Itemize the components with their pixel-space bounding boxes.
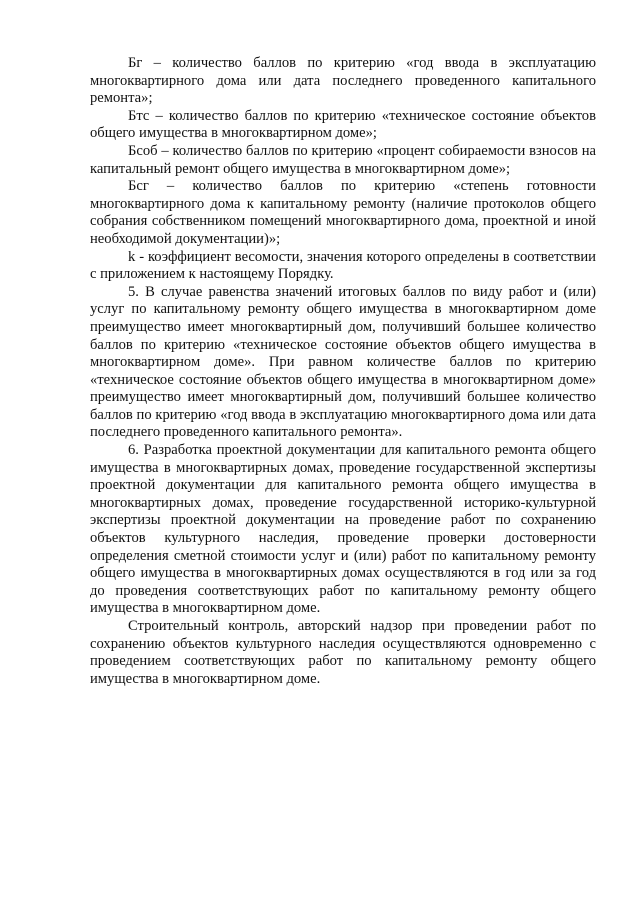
paragraph-item-6: 6. Разработка проектной документации для капитального ремонта общего имущества в многоквартирных домах, проведение государственной экспертизы проектной документации для капитального ремонта общего имущества в многоквартирных домах, проведение государственной историко-культурной экспертизы проектной документации на проведение работ по сохранению объектов культурного наследия, проведение проверки достоверности определения сметной стоимости услуг и (или) работ по капитальному ремонту общего имущества в многоквартирных домах осуществляются в год или за год до проведения соответствующих работ по капитальному ремонту общего имущества в многоквартирном доме. (90, 442, 596, 617)
paragraph-item-5: 5. В случае равенства значений итоговых баллов по виду работ и (или) услуг по капитальному ремонту общего имущества в многоквартирном доме преимущество имеет многоквартирный дом, получивший большее количество баллов по критерию «техническое состояние объектов общего имущества в многоквартирном доме». При равном количестве баллов по критерию «техническое состояние объектов общего имущества в многоквартирном доме» преимущество имеет многоквартирный дом, получивший большее количество баллов по критерию «год ввода в эксплуатацию многоквартирного дома или дата последнего проведенного капитального ремонта». (90, 283, 596, 441)
paragraph-bsob-definition: Бсоб – количество баллов по критерию «процент собираемости взносов на капитальный ремонт общего имущества в многоквартирном доме»; (90, 142, 596, 177)
paragraph-k-definition: k - коэффициент весомости, значения которого определены в соответствии с приложением к настоящему Порядку. (90, 248, 596, 283)
paragraph-construction-control: Строительный контроль, авторский надзор при проведении работ по сохранению объектов культурного наследия осуществляются одновременно с проведением соответствующих работ по капитальному ремонту общего имущества в многоквартирном доме. (90, 618, 596, 687)
paragraph-bsg-definition: Бсг – количество баллов по критерию «степень готовности многоквартирного дома к капитальному ремонту (наличие протоколов общего собрания собственником помещений многоквартирного дома, проектной и иной необходимой документации)»; (90, 178, 596, 247)
document-page (90, 55, 596, 688)
paragraph-bg-definition: Бг – количество баллов по критерию «год ввода в эксплуатацию многоквартирного дома или дата последнего проведенного капитального ремонта»; (90, 55, 596, 107)
paragraph-bts-definition: Бтс – количество баллов по критерию «техническое состояние объектов общего имущества в многоквартирном доме»; (90, 107, 596, 142)
